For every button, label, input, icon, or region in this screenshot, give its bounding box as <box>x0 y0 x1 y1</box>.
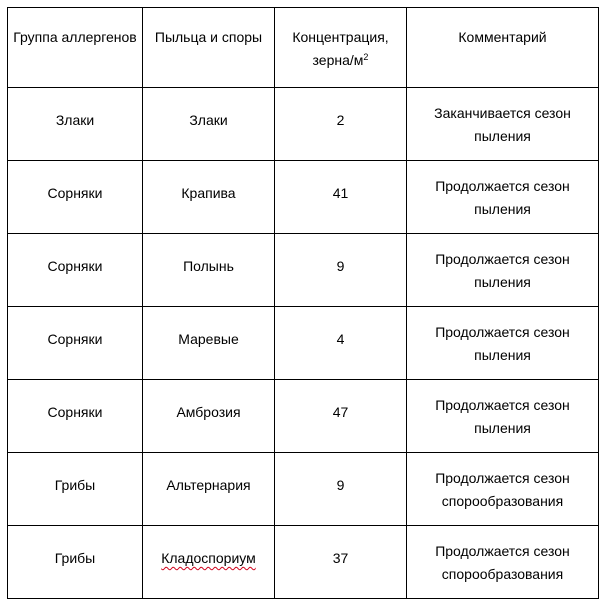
table-row <box>8 453 599 526</box>
cell-comment: Продолжается сезон пыления <box>407 161 599 234</box>
header-concentration <box>275 8 407 88</box>
cell-comment: Продолжается сезон пыления <box>407 307 599 380</box>
header-pollen <box>143 8 275 88</box>
cell-pollen: Амброзия <box>143 380 275 453</box>
cell-concentration: 41 <box>275 161 407 234</box>
header-group <box>8 8 143 88</box>
header-group-label: Группа аллергенов <box>13 29 137 45</box>
cell-concentration: 2 <box>275 88 407 161</box>
cell-group: Сорняки <box>8 234 143 307</box>
cell-comment: Продолжается сезон пыления <box>407 234 599 307</box>
cell-group: Сорняки <box>8 380 143 453</box>
cell-pollen: Крапива <box>143 161 275 234</box>
cell-pollen: Полынь <box>143 234 275 307</box>
header-comment-label: Комментарий <box>458 29 547 45</box>
cell-concentration: 9 <box>275 234 407 307</box>
cell-group: Грибы <box>8 526 143 599</box>
cell-comment: Заканчивается сезон пыления <box>407 88 599 161</box>
cell-group: Грибы <box>8 453 143 526</box>
table-row <box>8 526 599 599</box>
cell-comment: Продолжается сезон спорообразования <box>407 453 599 526</box>
cell-concentration: 9 <box>275 453 407 526</box>
cell-pollen <box>143 526 275 599</box>
cell-group: Сорняки <box>8 307 143 380</box>
cell-concentration: 4 <box>275 307 407 380</box>
table-row <box>8 380 599 453</box>
table-row <box>8 161 599 234</box>
table-row <box>8 307 599 380</box>
spellcheck-flagged-word: Кладоспориум <box>161 550 256 566</box>
cell-group: Сорняки <box>8 161 143 234</box>
cell-concentration: 37 <box>275 526 407 599</box>
cell-comment: Продолжается сезон спорообразования <box>407 526 599 599</box>
header-concentration-superscript: 2 <box>363 52 369 62</box>
cell-comment: Продолжается сезон пыления <box>407 380 599 453</box>
cell-pollen: Маревые <box>143 307 275 380</box>
header-comment <box>407 8 599 88</box>
cell-pollen: Злаки <box>143 88 275 161</box>
table-row <box>8 234 599 307</box>
table-row <box>8 88 599 161</box>
cell-pollen: Альтернария <box>143 453 275 526</box>
header-pollen-label: Пыльца и споры <box>154 29 263 45</box>
table-header-row <box>8 8 599 88</box>
cell-group: Злаки <box>8 88 143 161</box>
header-concentration-label: Концентрация, зерна/м <box>292 29 389 68</box>
allergen-concentration-table <box>7 7 599 599</box>
cell-concentration: 47 <box>275 380 407 453</box>
